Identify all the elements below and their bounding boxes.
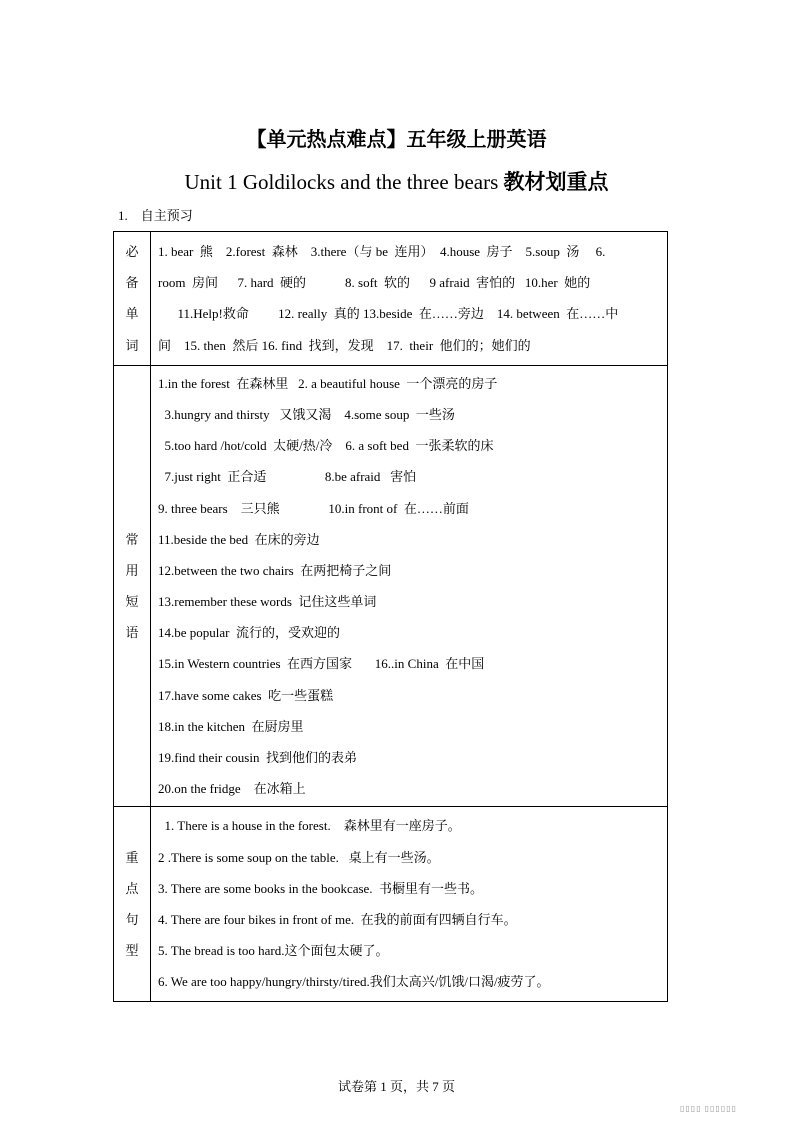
row-label	[114, 807, 151, 1001]
content-line: 9. three bears 三只熊 10.in front of 在……前面	[158, 500, 469, 516]
label-char: 备	[125, 275, 139, 291]
content-line: 3. There are some books in the bookcase. 书橱里有一些书。	[158, 880, 484, 896]
label-char: 短	[125, 594, 139, 610]
content-line: 5.too hard /hot/cold 太硬/热/冷 6. a soft bed 一张柔软的床	[158, 438, 494, 454]
content-line: 7.just right 正合适 8.be afraid 害怕	[158, 469, 417, 485]
document-title: 【单元热点难点】五年级上册英语	[246, 129, 547, 151]
section-heading: 1. 自主预习	[118, 208, 193, 223]
content-line: 3.hungry and thirsty 又饿又渴 4.some soup 一些汤	[158, 406, 455, 422]
table-row	[114, 232, 668, 366]
label-char: 用	[125, 562, 139, 578]
table-row	[114, 807, 668, 1001]
table-row	[114, 365, 668, 807]
content-line: 19.find their cousin 找到他们的表弟	[158, 750, 357, 765]
subtitle-chinese: 教材划重点	[503, 170, 609, 194]
label-char: 词	[125, 337, 139, 353]
content-line: 17.have some cakes 吃一些蛋糕	[158, 687, 334, 703]
watermark: ▯▯▯▯ ▯▯▯▯▯▯	[680, 1104, 738, 1113]
label-char: 点	[125, 880, 139, 896]
content-line: 11.Help!救命 12. really 真的 13.beside 在……旁边 14. between 在……中	[158, 306, 619, 322]
label-char: 必	[125, 244, 139, 259]
label-char: 常	[125, 531, 139, 547]
content-line: 15.in Western countries 在西方国家 16..in China 在中国	[158, 656, 485, 672]
content-line: 13.remember these words 记住这些单词	[158, 594, 377, 610]
label-char: 语	[125, 625, 139, 641]
label-char: 句	[125, 911, 139, 927]
row-content	[151, 807, 668, 1001]
label-char: 型	[125, 943, 139, 959]
row-content	[151, 365, 668, 807]
subtitle-english: Unit 1 Goldilocks and the three bears	[184, 170, 504, 194]
label-char: 重	[125, 849, 139, 865]
content-line: 5. The bread is too hard.这个面包太硬了。	[158, 943, 389, 959]
vocabulary-table	[113, 231, 668, 1002]
content-line: 20.on the fridge 在冰箱上	[158, 781, 306, 797]
content-line: 间 15. then 然后 16. find 找到，发现 17. their 他们的；她们的	[158, 337, 531, 353]
content-line: 2 .There is some soup on the table. 桌上有一些汤。	[158, 849, 440, 865]
content-line: room 房间 7. hard 硬的 8. soft 软的 9 afraid 害怕的 10.her 她的	[158, 275, 591, 291]
page-footer: 试卷第 1 页，共 7 页	[337, 1079, 455, 1094]
row-label	[114, 232, 151, 366]
content-line: 18.in the kitchen 在厨房里	[158, 718, 304, 734]
row-label	[114, 365, 151, 807]
content-line: 12.between the two chairs 在两把椅子之间	[158, 562, 392, 578]
content-line: 11.beside the bed 在床的旁边	[158, 531, 320, 547]
content-line: 4. There are four bikes in front of me. 在我的前面有四辆自行车。	[158, 911, 517, 927]
content-line: 14.be popular 流行的，受欢迎的	[158, 625, 340, 641]
content-line: 1.in the forest 在森林里 2. a beautiful house 一个漂亮的房子	[158, 375, 498, 391]
content-line: 1. bear 熊 2.forest 森林 3.there（与 be 连用） 4.house 房子 5.soup 汤 6.	[158, 244, 606, 259]
document-subtitle	[0, 166, 793, 196]
content-line: 1. There is a house in the forest. 森林里有一座房子。	[158, 818, 461, 834]
content-line: 6. We are too happy/hungry/thirsty/tired.我们太高兴/饥饿/口渴/疲劳了。	[158, 974, 550, 990]
row-content	[151, 232, 668, 366]
label-char: 单	[125, 306, 139, 322]
